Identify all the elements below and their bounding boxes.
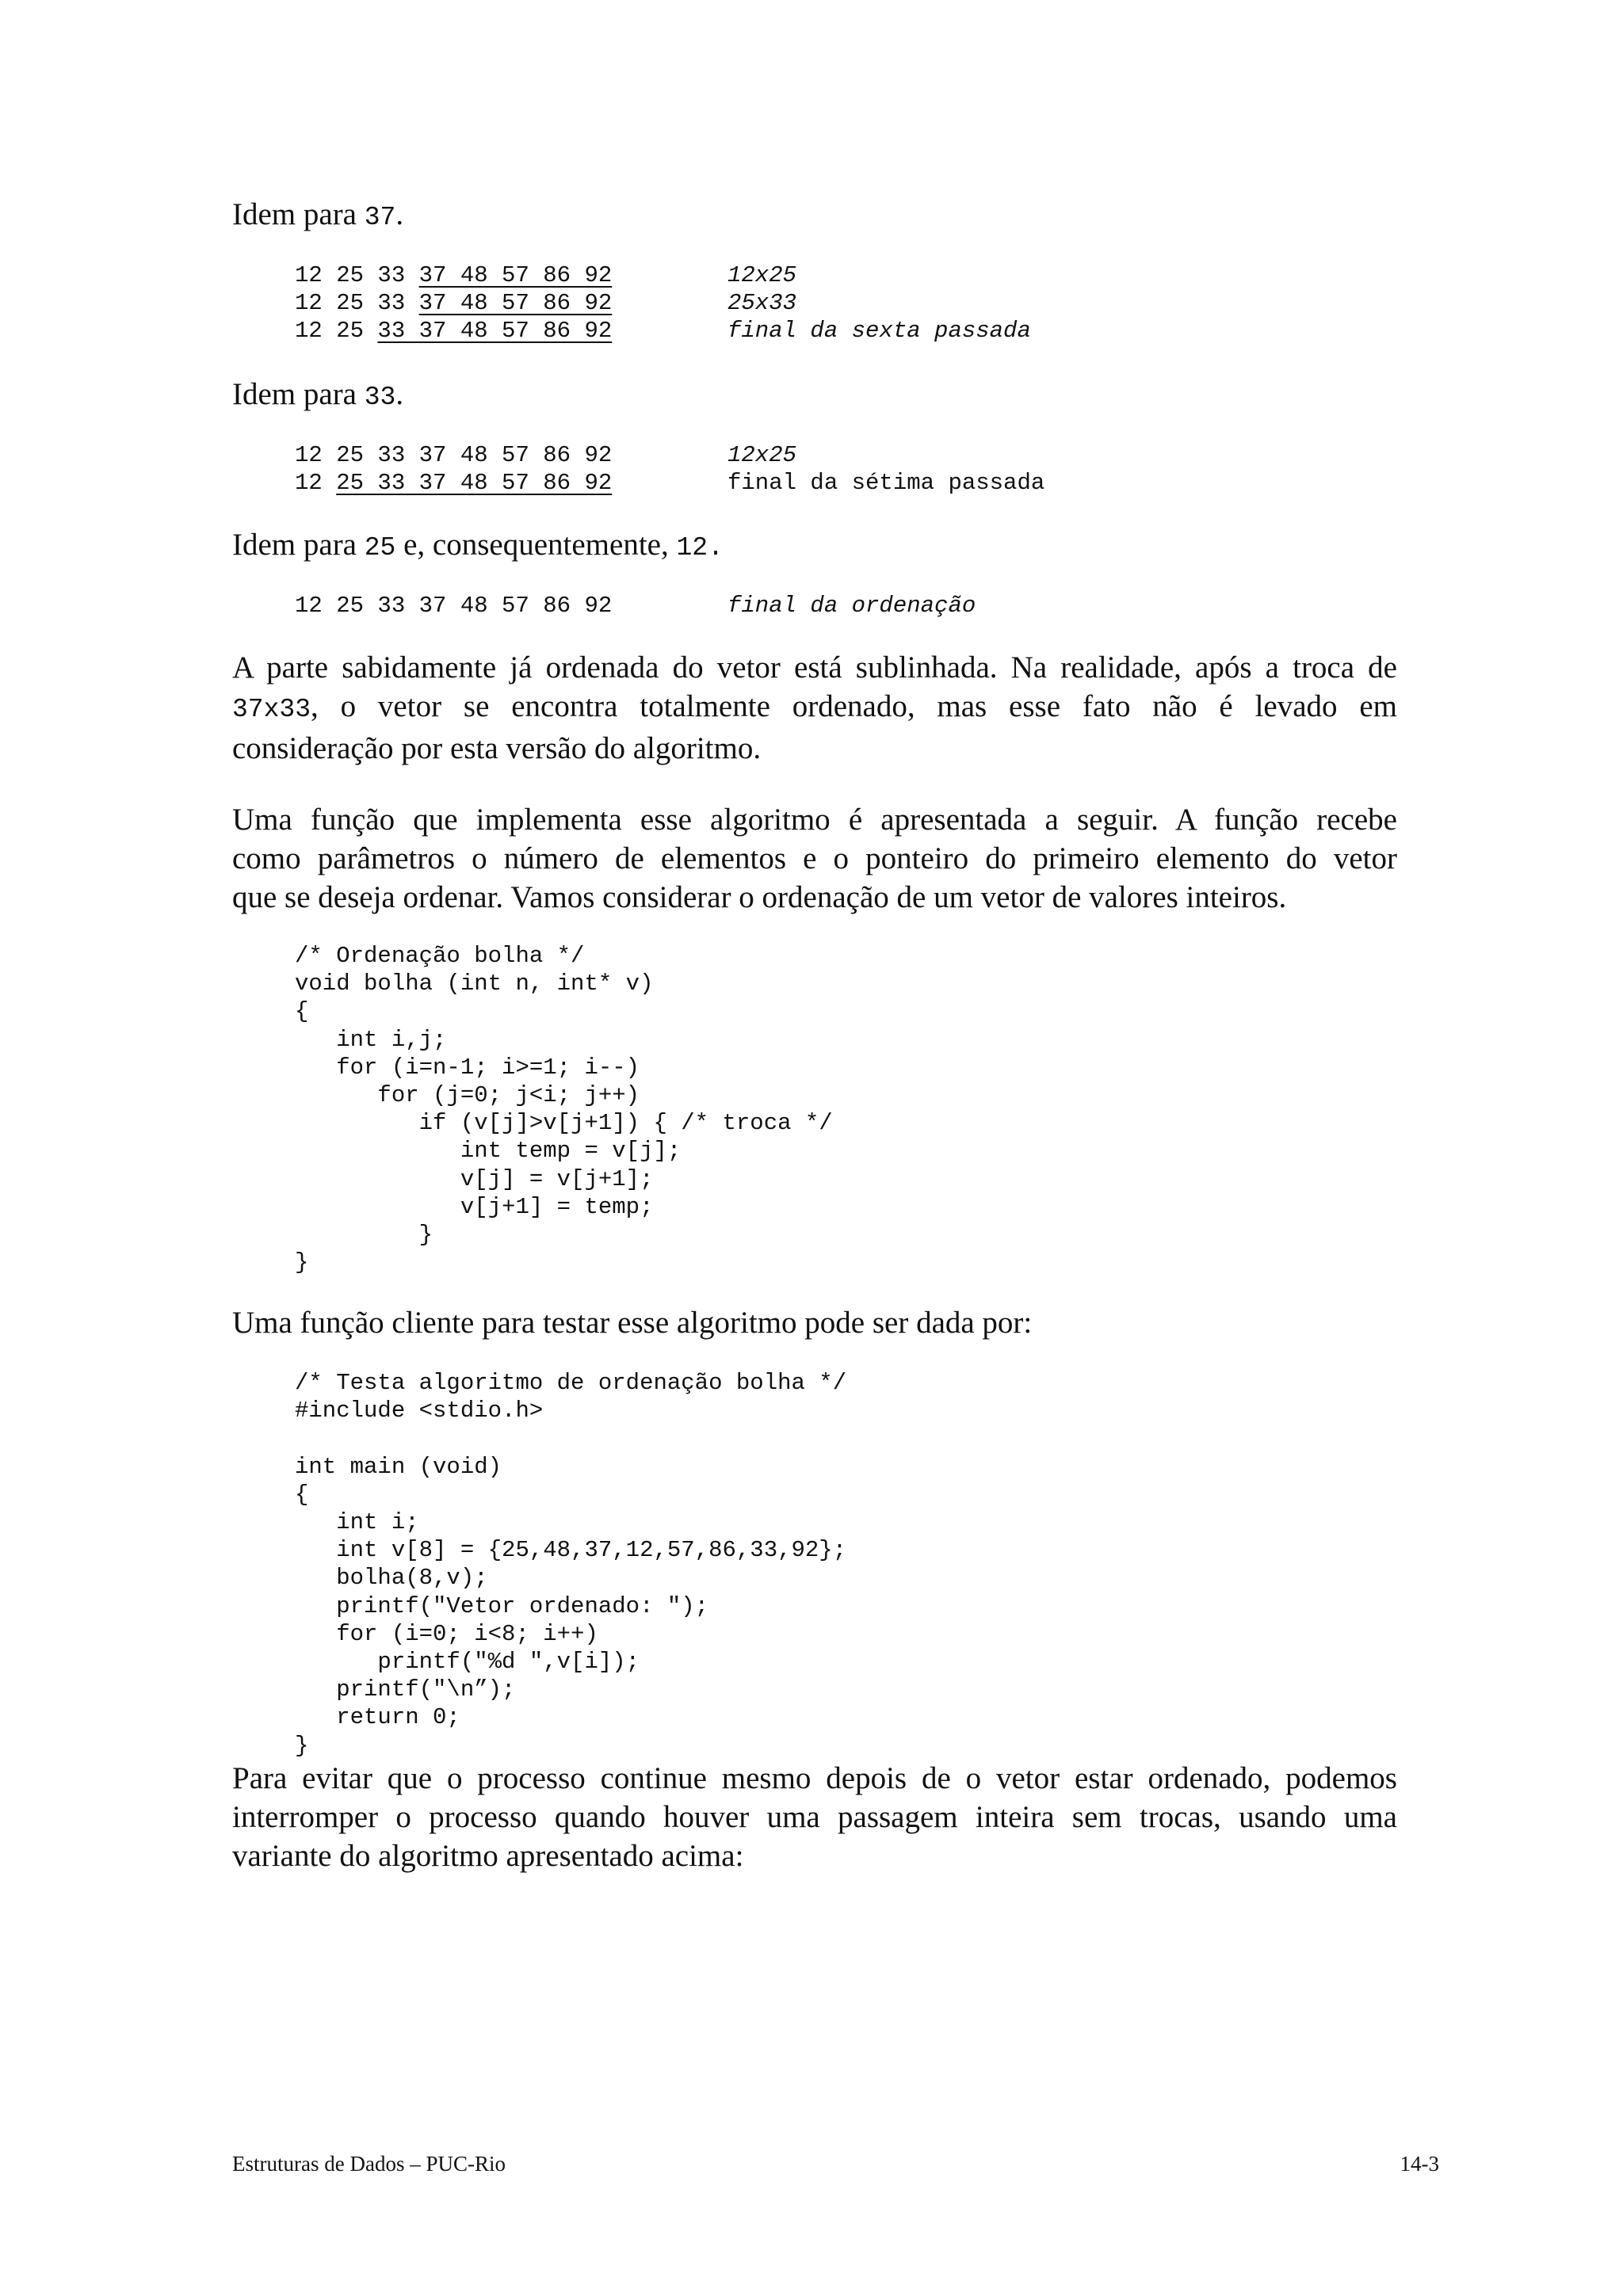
heading-idem-25 (232, 525, 1397, 567)
heading-code: 12. (676, 533, 724, 563)
inline-code: 37x33 (232, 695, 311, 724)
paragraph-line: que se deseja ordenar. Vamos considerar o ordenação de um vetor de valores inteiros. (232, 880, 1287, 914)
paragraph-line (232, 687, 1397, 729)
paragraph-line: A parte sabidamente já ordenada do vetor está sublinhada. Na realidade, após a troca de (232, 650, 1397, 685)
row-underlined: 37 48 57 86 92 (418, 290, 613, 316)
table-row (295, 261, 612, 289)
row-note: final da sétima passada (727, 470, 1045, 496)
heading-text: Idem para (232, 197, 365, 231)
paragraph-line: Para evitar que o processo continue mesmo depois de o vetor estar ordenado, podemos (232, 1761, 1397, 1795)
heading-suffix: . (395, 197, 404, 231)
row-underlined: 37 48 57 86 92 (418, 262, 613, 288)
table-row (295, 469, 612, 497)
row-prefix: 12 25 33 37 48 57 86 92 (295, 442, 613, 468)
row-prefix: 12 (295, 470, 337, 496)
paragraph-line: Uma função que implementa esse algoritmo é apresentada a seguir. A função recebe (232, 803, 1397, 837)
paragraph-sorted-part (232, 648, 1397, 768)
row-note: 12x25 (727, 442, 797, 468)
row-underlined: 25 33 37 48 57 86 92 (336, 470, 613, 496)
row-prefix: 12 25 (295, 318, 378, 344)
table-row (295, 289, 612, 317)
heading-text: Idem para (232, 528, 365, 562)
table-row (295, 317, 612, 345)
paragraph-line: consideração por esta versão do algoritmo. (232, 731, 762, 765)
row-prefix: 12 25 33 (295, 290, 419, 316)
row-note: final da sexta passada (727, 318, 1031, 344)
paragraph-line: variante do algoritmo apresentado acima: (232, 1839, 744, 1873)
heading-code: 37 (364, 203, 396, 232)
heading-text: Idem para (232, 377, 365, 411)
row-prefix: 12 25 33 (295, 262, 419, 288)
code-block-main: /* Testa algoritmo de ordenação bolha */ #include <stdio.h> int main (void) { int i; int v[8] = {25,48,37,12,57,86,33,92}; bolha(8,v); printf("Vetor ordenado: "); for (i=0; i<8; i++) printf("%d ",v[i]); printf("\n”); return 0; } (295, 1370, 847, 1759)
row-note: final da ordenação (727, 593, 976, 619)
paragraph-line: interromper o processo quando houver uma passagem inteira sem trocas, usando uma (232, 1800, 1397, 1834)
row-underlined: 33 37 48 57 86 92 (377, 318, 613, 344)
heading-idem-37 (232, 195, 1397, 237)
table-row: 12 25 33 37 48 57 86 92 (295, 593, 613, 619)
paragraph-client-intro: Uma função cliente para testar esse algoritmo pode ser dada por: (232, 1306, 1033, 1340)
heading-idem-33 (232, 375, 1397, 417)
row-note: 12x25 (727, 262, 797, 288)
table-row (295, 441, 612, 469)
heading-code: 25 (364, 533, 396, 563)
page-number: 14-3 (1400, 2152, 1439, 2176)
heading-suffix: . (395, 377, 404, 411)
paragraph-line: como parâmetros o número de elementos e o ponteiro do primeiro elemento do vetor (232, 841, 1397, 875)
heading-text-mid: e, consequentemente, (395, 528, 677, 562)
paragraph-variant-intro (232, 1759, 1397, 1875)
paragraph-function-intro (232, 800, 1397, 917)
row-note: 25x33 (727, 290, 797, 316)
code-block-bolha: /* Ordenação bolha */ void bolha (int n, int* v) { int i,j; for (i=n-1; i>=1; i--) for (j=0; j<i; j++) if (v[j]>v[j+1]) { /* troca */ int temp = v[j]; v[j] = v[j+1]; v[j+1] = temp; } } (295, 943, 833, 1276)
paragraph-text: , o vetor se encontra totalmente ordenado, mas esse fato não é levado em (311, 689, 1397, 723)
footer-left: Estruturas de Dados – PUC-Rio (232, 2152, 506, 2176)
heading-code: 33 (364, 383, 396, 412)
